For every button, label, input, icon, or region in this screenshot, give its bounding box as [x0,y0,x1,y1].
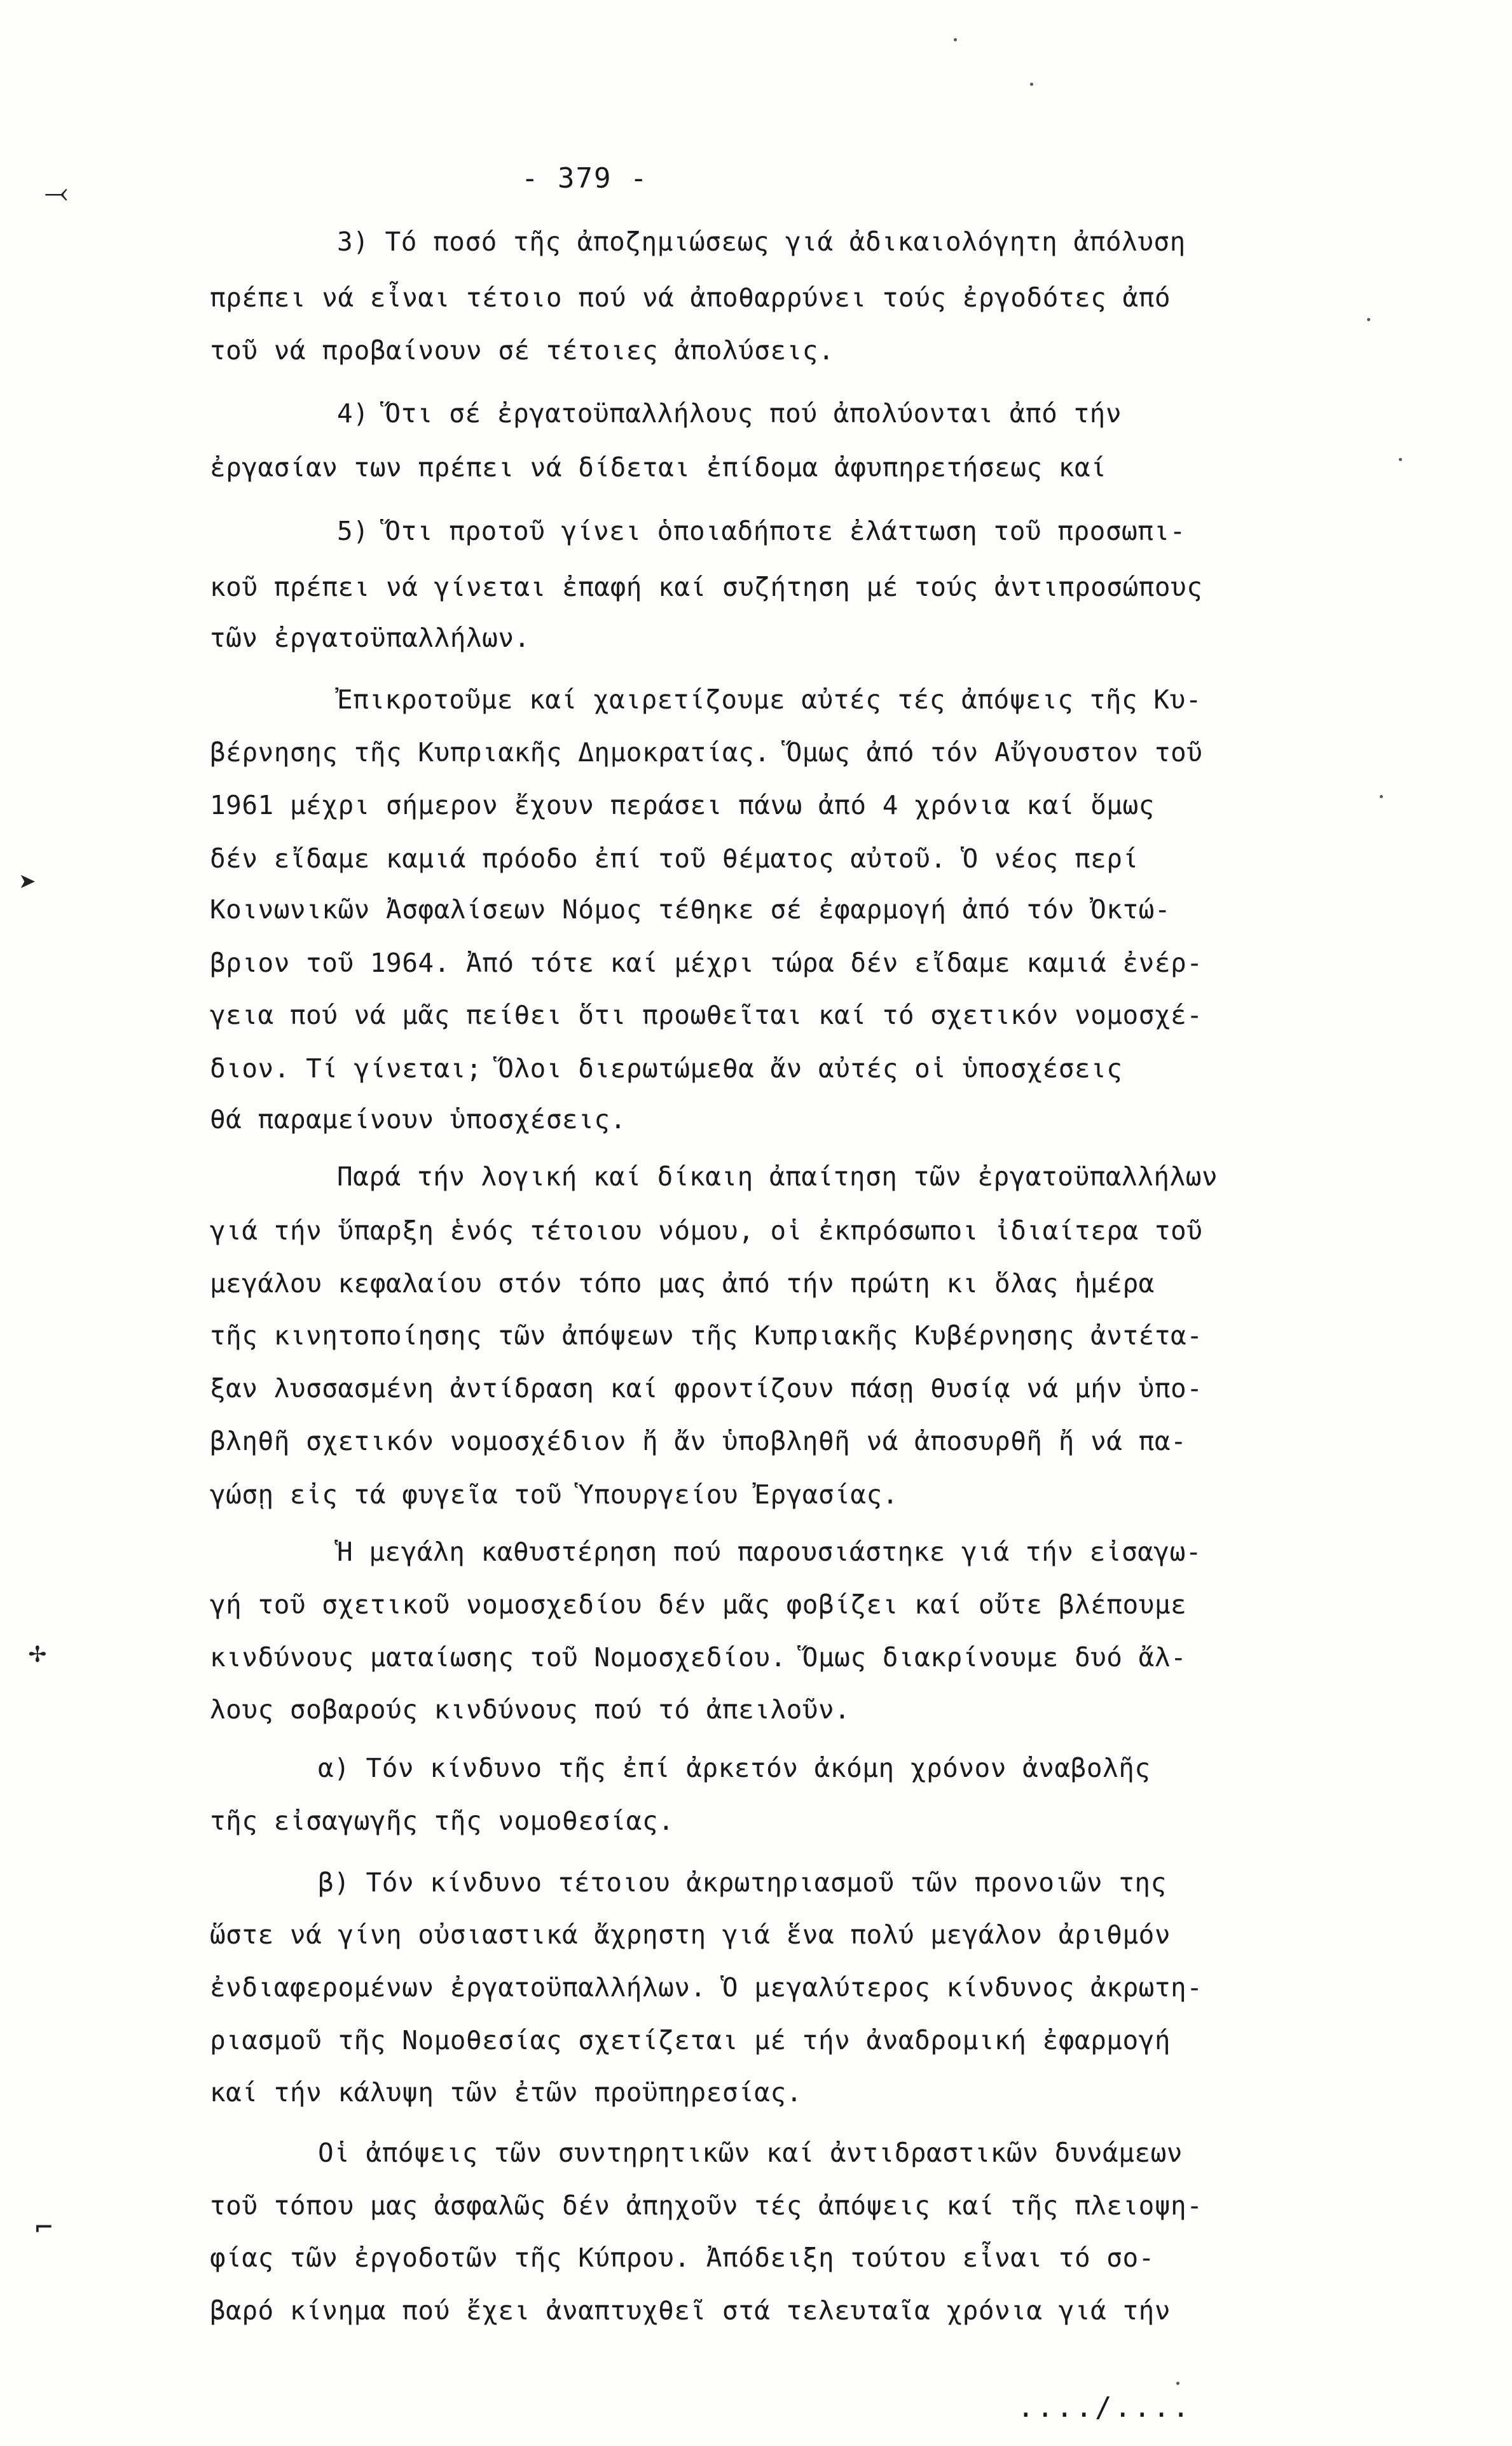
margin-cross-mark: ✢ [29,1634,46,1669]
text-line: Παρά τήν λογική καί δίκαιη ἀπαίτηση τῶν ἐργατοϋπαλλήλων [337,1161,1218,1192]
text-line: λους σοβαρούς κινδύνους πού τό ἀπειλοῦν. [210,1694,851,1725]
text-line: 1961 μέχρι σήμερον ἔχουν περάσει πάνω ἀπό 4 χρόνια καί ὅμως [210,790,1155,820]
text-line: δέν εἴδαμε καμιά πρόοδο ἐπί τοῦ θέματος αὐτοῦ. Ὁ νέος περί [210,843,1139,874]
text-line: βέρνησης τῆς Κυπριακῆς Δημοκρατίας. Ὅμως ἀπό τόν Αὔγουστον τοῦ [210,737,1203,768]
continuation-mark: ..../.... [1017,2391,1192,2424]
text-line: κινδύνους ματαίωσης τοῦ Νομοσχεδίου. Ὅμως διακρίνουμε δυό ἄλ- [210,1642,1187,1673]
text-line: ξαν λυσσασμένη ἀντίδραση καί φροντίζουν πάσῃ θυσίᾳ νά μήν ὑπο- [210,1373,1203,1404]
text-line: ἐνδιαφερομένων ἐργατοϋπαλλήλων. Ὁ μεγαλύτερος κίνδυνος ἀκρωτη- [210,1972,1203,2003]
text-line: α) Τόν κίνδυνο τῆς ἐπί ἀρκετόν ἀκόμη χρόνον ἀναβολῆς [318,1753,1151,1783]
text-line: ἐργασίαν των πρέπει νά δίδεται ἐπίδομα ἀφυπηρετήσεως καί [210,452,1107,483]
text-line: τῆς κινητοποίησης τῶν ἀπόψεων τῆς Κυπριακῆς Κυβέρνησης ἀντέτα- [210,1320,1203,1351]
scan-speck [1380,795,1383,798]
text-line: ὥστε νά γίνη οὐσιαστικά ἄχρηστη γιά ἕνα πολύ μεγάλον ἀριθμόν [210,1919,1171,1950]
page-number: - 379 - [521,162,649,195]
text-line: 3) Τό ποσό τῆς ἀποζημιώσεως γιά ἀδικαιολόγητη ἀπόλυση [337,226,1186,257]
text-line: πρέπει νά εἶναι τέτοιο πού νά ἀποθαρρύνει τούς ἐργοδότες ἀπό [210,282,1171,313]
text-line: β) Τόν κίνδυνο τέτοιου ἀκρωτηριασμοῦ τῶν προνοιῶν της [318,1867,1167,1898]
text-line: γή τοῦ σχετικοῦ νομοσχεδίου δέν μᾶς φοβίζει καί οὔτε βλέπουμε [210,1589,1187,1620]
text-line: φίας τῶν ἐργοδοτῶν τῆς Κύπρου. Ἀπόδειξη τούτου εἶναι τό σο- [210,2242,1155,2273]
text-line: Κοινωνικῶν Ἀσφαλίσεων Νόμος τέθηκε σέ ἐφαρμογή ἀπό τόν Ὀκτώ- [210,894,1171,925]
text-line: γιά τήν ὕπαρξη ἑνός τέτοιου νόμου, οἱ ἐκπρόσωποι ἰδιαίτερα τοῦ [210,1215,1203,1246]
text-line: ριασμοῦ τῆς Νομοθεσίας σχετίζεται μέ τήν ἀναδρομική ἐφαρμογή [210,2025,1171,2056]
margin-cross-mark: ⤙ [45,175,68,209]
scan-speck [1367,318,1370,321]
scan-speck [954,38,957,41]
scan-speck [1030,83,1033,86]
text-line: καί τήν κάλυψη τῶν ἐτῶν προϋπηρεσίας. [210,2077,802,2108]
text-line: διον. Τί γίνεται; Ὅλοι διερωτώμεθα ἄν αὐτές οἱ ὑποσχέσεις [210,1053,1123,1084]
margin-hook-mark: ⌐ [35,2210,53,2244]
text-line: κοῦ πρέπει νά γίνεται ἐπαφή καί συζήτηση μέ τούς ἀντιπροσώπους [210,572,1203,602]
scan-speck [1176,2382,1179,2385]
text-line: 5) Ὅτι προτοῦ γίνει ὁποιαδήποτε ἐλάττωση τοῦ προσωπι- [337,516,1186,546]
text-line: τοῦ τόπου μας ἀσφαλῶς δέν ἀπηχοῦν τές ἀπόψεις καί τῆς πλειοψη- [210,2190,1203,2221]
text-line: Οἱ ἀπόψεις τῶν συντηρητικῶν καί ἀντιδραστικῶν δυνάμεων [318,2138,1183,2168]
scan-speck [1399,458,1402,461]
text-line: θά παραμείνουν ὑποσχέσεις. [210,1104,626,1135]
text-line: τοῦ νά προβαίνουν σέ τέτοιες ἀπολύσεις. [210,335,835,366]
text-line: τῆς εἰσαγωγῆς τῆς νομοθεσίας. [210,1806,675,1836]
text-line: τῶν ἐργατοϋπαλλήλων. [210,623,530,653]
text-line: βληθῆ σχετικόν νομοσχέδιον ἤ ἄν ὑποβληθῆ νά ἀποσυρθῆ ἤ νά πα- [210,1426,1187,1456]
text-line: βριον τοῦ 1964. Ἀπό τότε καί μέχρι τώρα δέν εἴδαμε καμιά ἐνέρ- [210,948,1203,978]
text-line: γεια πού νά μᾶς πείθει ὅτι προωθεῖται καί τό σχετικόν νομοσχέ- [210,1000,1203,1030]
text-line: γώσῃ εἰς τά φυγεῖα τοῦ Ὑπουργείου Ἐργασίας. [210,1479,898,1510]
text-line: Ἡ μεγάλη καθυστέρηση πού παρουσιάστηκε γιά τήν εἰσαγω- [337,1537,1202,1567]
text-line: βαρό κίνημα πού ἔχει ἀναπτυχθεῖ στά τελευταῖα χρόνια γιά τήν [210,2295,1171,2326]
margin-arrow-mark: ➤ [19,865,37,899]
text-line: Ἐπικροτοῦμε καί χαιρετίζουμε αὐτές τές ἀπόψεις τῆς Κυ- [337,684,1202,715]
text-line: μεγάλου κεφαλαίου στόν τόπο μας ἀπό τήν πρώτη κι ὅλας ἡμέρα [210,1268,1155,1299]
text-line: 4) Ὅτι σέ ἐργατοϋπαλλήλους πού ἀπολύονται ἀπό τήν [337,398,1122,429]
